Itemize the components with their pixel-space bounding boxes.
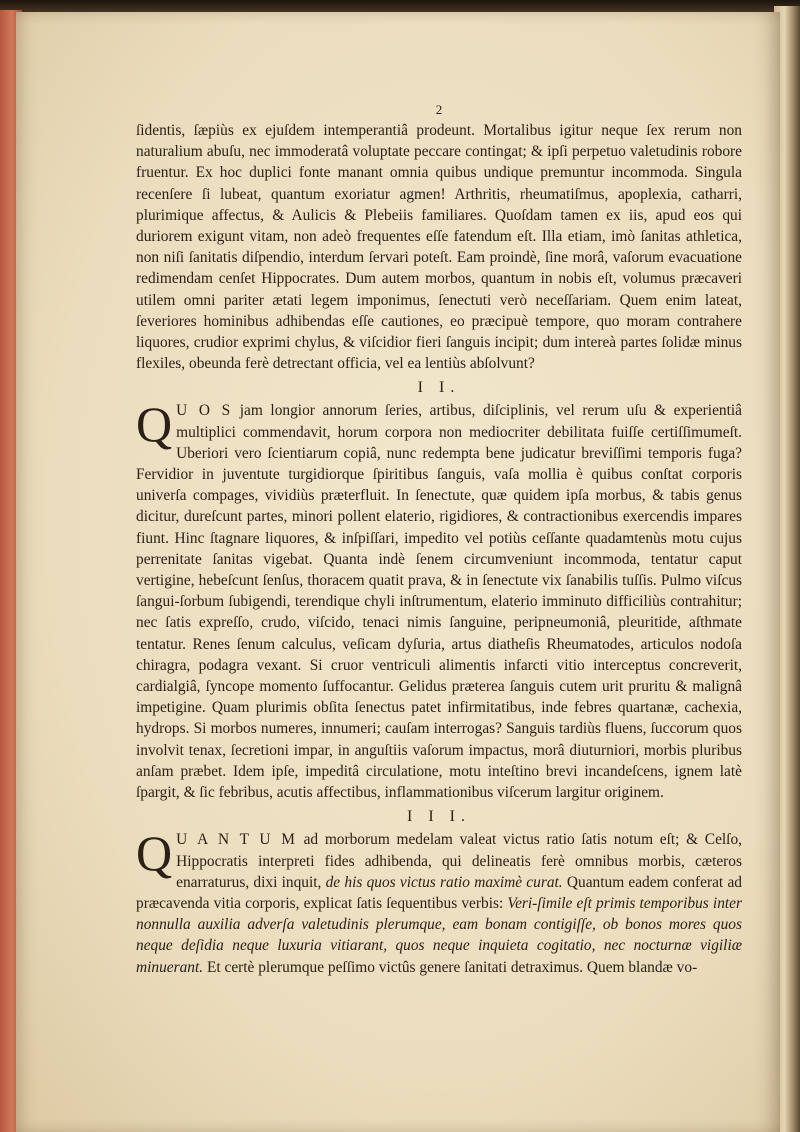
section-ii-paragraph <box>136 396 742 803</box>
drop-cap-q: Q <box>136 825 173 882</box>
section-iii-text-c: Et certè plerumque peſſimo victûs genere ſanitati detraximus. Quem blandæ vo- <box>203 958 698 976</box>
drop-cap-q: Q <box>136 396 173 453</box>
section-iii-text-a: ad morborum medelam valeat victus ratio ſatis notum eſt; & Celſo, Hippocratis interpreti fides adhibenda, qui delineatis ferè omnibus morbis, cæteros enarraturus, dixi inquit, <box>176 831 742 891</box>
celsus-quote-1: de his quos victus ratio maximè curat. <box>325 873 563 891</box>
section-ii-text: jam longior annorum ſeries, artibus, diſciplinis, vel rerum uſu & experientiâ multiplici commendavit, horum corpora non mediocriter debilitata fuiſſe certiſſimumeſt. Uberiori vero ſcientiarum copiâ, nunc redempta bene judicatur breviſſimi temporis fuga? Fervidior in juventute turgidiorque ſpiritibus ſanguis, vaſa mollia è quibus conſtat corporis univerſa compages, vividiùs præterfluit. In ſenectute, quæ quidem ipſa morbus, & tabis genus dicitur, dureſcunt partes, minori pollent elaterio, rigidiores, & contractionibus exercendis impares fiunt. Hinc ſtagnare liquores, & inſpiſſari, impedito vel potiùs ceſſante quadamtenùs motu cujus perrenitate ſanitas vigebat. Quanta indè ſenem circumveniunt incommoda, tentatur caput vertigine, hebeſcunt ſenſus, thoracem quatit prava, & in ſenectute vix ſanabilis tuſſis. Pulmo viſcus ſangui-ſorbum ſubigendi, terendique chyli inſtrumentum, elaterio imminuto difficiliùs contrahitur; nec ſatis expreſſo, crudo, viſcido, tenaci nimis ſanguine, peripneumoniâ, pleuritide, aſthmate tentatur. Renes ſenum calculus, veſicam dyſuria, artus diatheſis Rheumatodes, articulos nodoſa chiragra, podagra vexant. Si cruor ventriculi alimentis infarcti vitio interceptus concreverit, cardialgiâ, ſyncope momento ſuffocantur. Gelidus præterea ſanguis cutem urit pruritu & malignâ impetigine. Quam plurimis obſita ſenectus patet infirmitatibus, inde febres quartanæ, cachexia, hydrops. Si morbos numeres, innumeri; cauſam interrogas? Sanguis tardiùs fluens, ſuccorum quos involvit tenax, ſecretioni impar, in anguſtiis vaſorum impactus, morâ diuturniori, morbis pluribus anſam præbet. Idem ipſe, impeditâ circulatione, motu inteſtino brevi incandeſcens, ignem latè ſpargit, & ſic febribus, acutis affectibus, inflammationibus viſcerum largitur originem. <box>136 402 742 802</box>
page-number: 2 <box>435 102 443 117</box>
section-iii-paragraph <box>136 825 743 977</box>
lead-word: U A N T U M <box>176 831 297 849</box>
section-iii-text-b: Quantum eadem conferat ad præcavenda vitia corporis, explicat ſatis ſequentibus verbis: <box>136 873 742 912</box>
page-text-block <box>136 102 742 978</box>
book-page <box>16 12 780 1132</box>
lead-word: U O S <box>176 402 233 420</box>
section-heading-iii: I I I. <box>407 808 471 826</box>
opening-paragraph: ſidentis, ſæpiùs ex ejuſdem intemperantiâ prodeunt. Mortalibus igitur neque ſex rerum non naturalium abuſu, nec immoderatâ voluptate peccare contingat; & ipſi perpetuo valetudinis robore fruentur. Ex hoc duplici fonte manant omnia quibus undique premuntur incommoda. Singula recenſere ſi lubeat, quantum exoriatur agmen! Arthritis, rheumatiſmus, apoplexia, catharri, plurimique affectus, & Aulicis & Plebeiis familiares. Quoſdam tamen ex iis, apud eos qui duriorem exigunt vitam, non adeò frequentes eſſe fatendum eſt. Illa etiam, imò ſanitas athletica, non niſi ſanitatis diſpendio, interdum ſervari poteſt. Eam proindè, ſine morâ, vaſorum evacuatione redimendam cenſet Hippocrates. Dum autem morbos, quantum in nobis eſt, volumus præcaveri utilem omni pariter ætati legem imponimus, ſenectuti verò neceſſariam. Quem enim lateat, ſeveriores hominibus adhibendas eſſe cautiones, eo præcipuè tempore, quo moram contrahere liquores, crudior exprimi chylus, & viſcidior fieri ſanguis incipit; dum intereà partes ſolidæ minus flexiles, obeunda ferè detrectant officia, vel ea lentiùs abſolvunt? <box>136 122 742 373</box>
celsus-quote-2: Veri-ſimile eſt primis temporibus inter nonnulla auxilia adverſa valetudinis plerumque, eam bonam contigiſſe, ob bonos mores quos neque deſidia neque luxuria vitiarant, quos neque inquieta cogitatio, nec nocturnæ vigiliæ minuerant. <box>136 894 743 976</box>
section-heading-ii: I I. <box>417 379 461 397</box>
